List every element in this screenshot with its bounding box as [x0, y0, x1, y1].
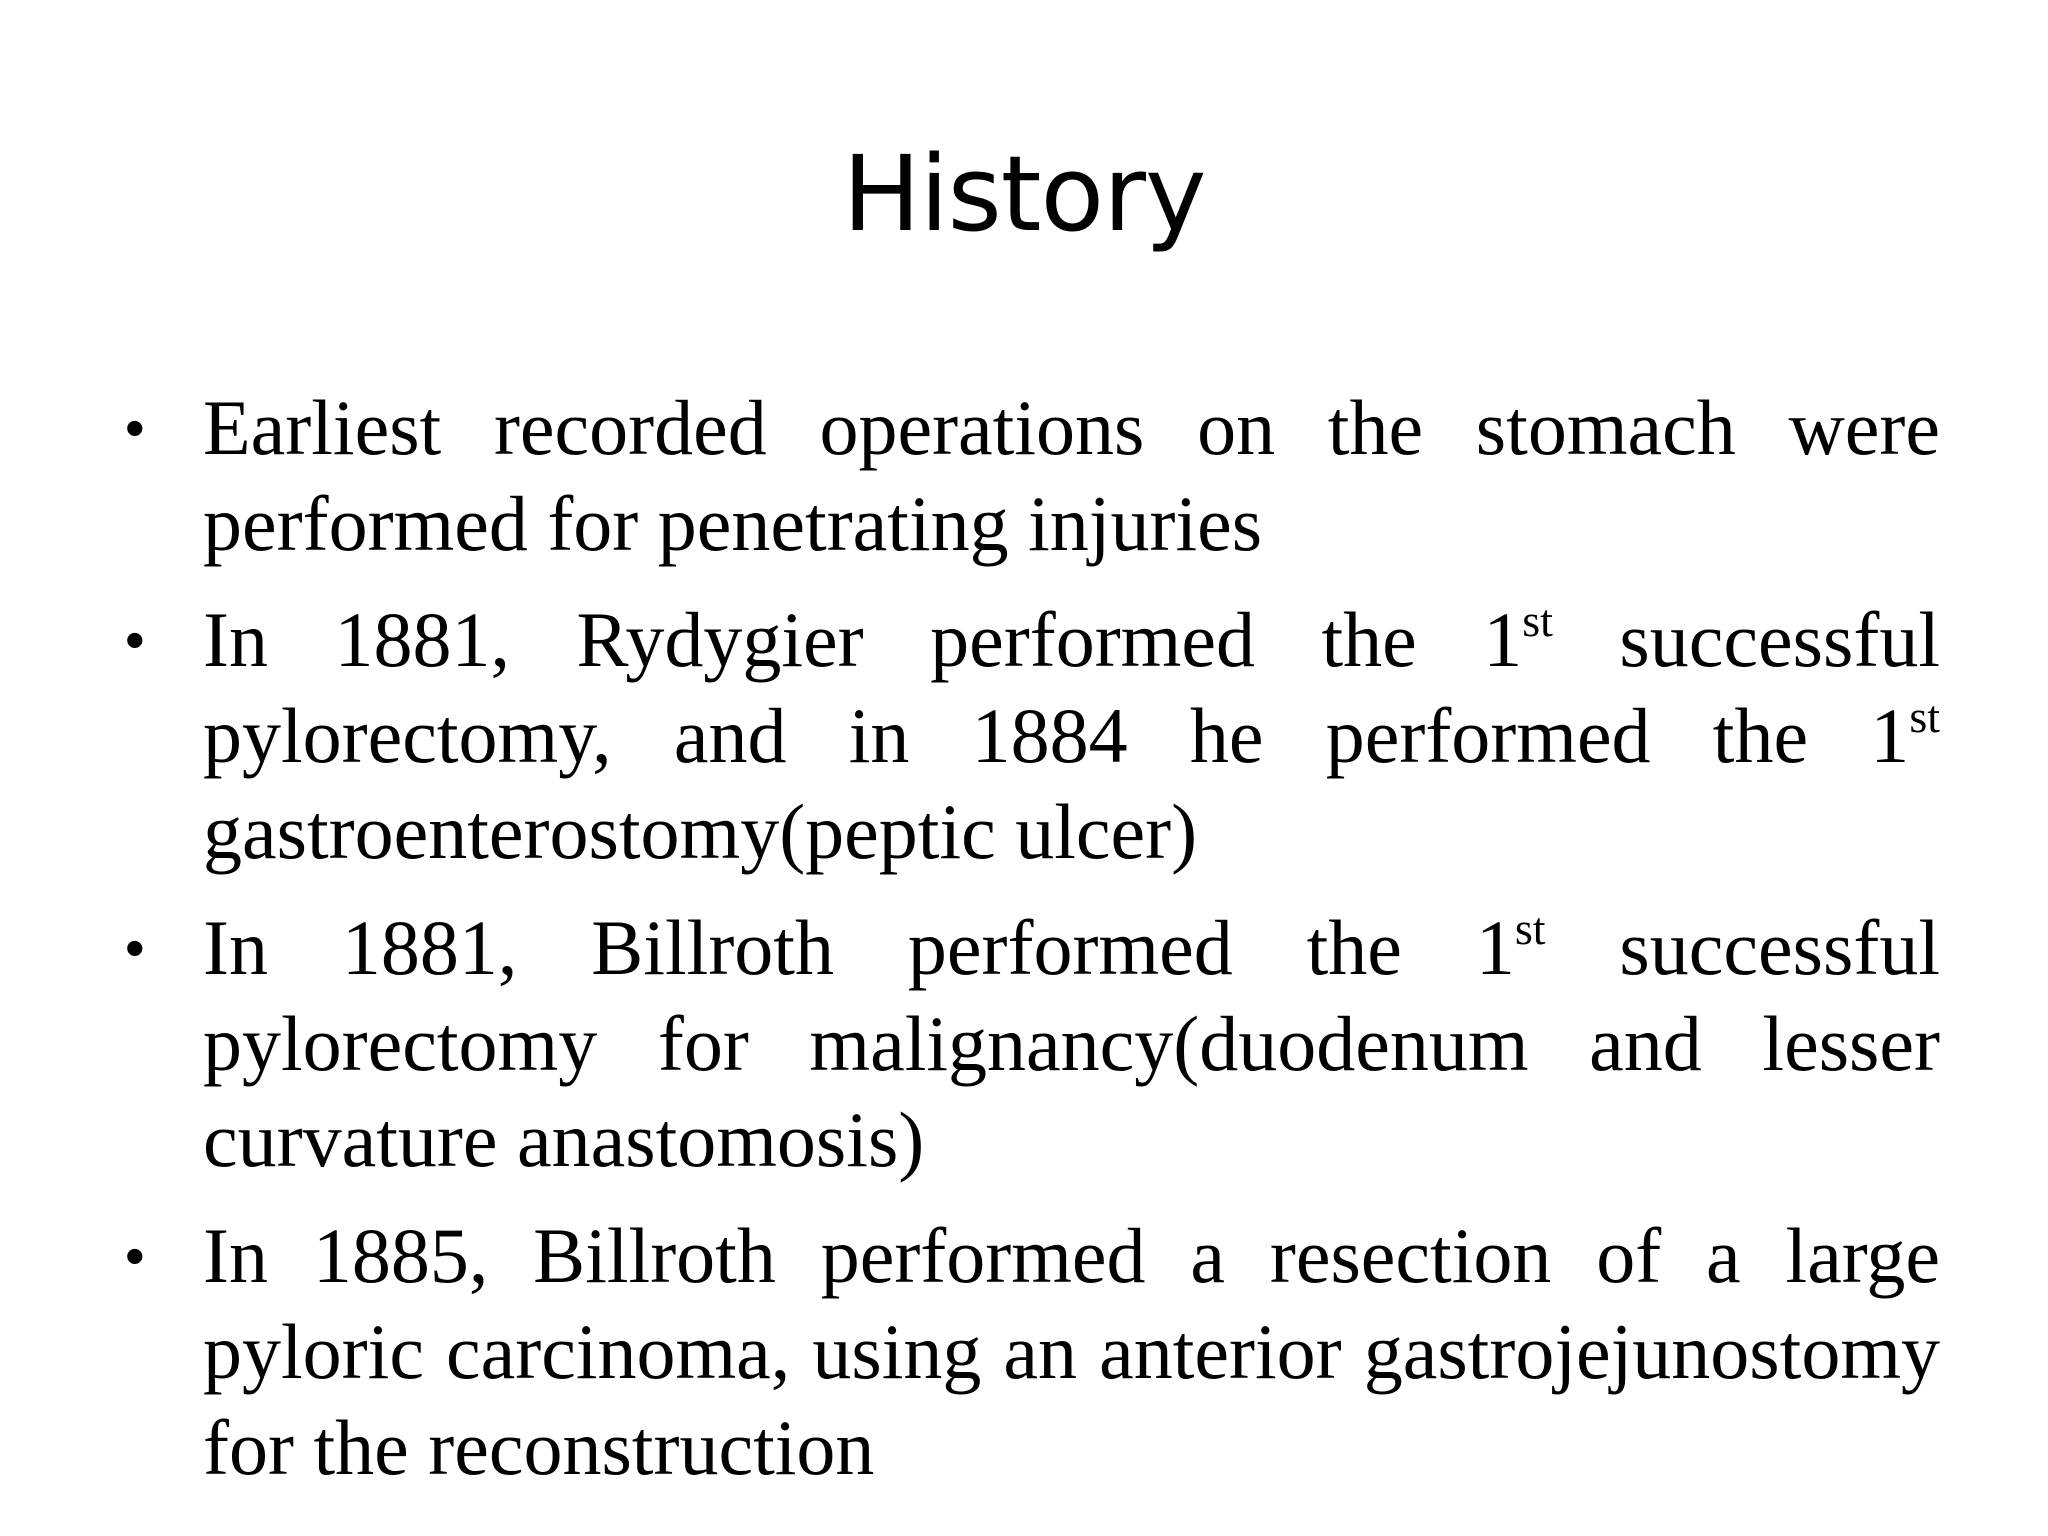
ordinal-superscript: st: [1514, 903, 1546, 954]
bullet-text: successful pylorectomy for malignancy(duodenum and lesser curvature anastomosis): [203, 904, 1940, 1183]
bullet-text: In 1885, Billroth performed a resection of a large pyloric carcinoma, using an anterior gastrojejunostomy for the reconstruction: [203, 1212, 1940, 1491]
ordinal-superscript: st: [1522, 595, 1553, 646]
bullet-dot-icon: •: [125, 1224, 145, 1287]
bullet-text: In 1881, Billroth performed the 1: [203, 904, 1515, 991]
slide-title: History: [842, 133, 1206, 255]
bullet-text: Earliest recorded operations on the stomach were performed for penetrating injuries: [203, 384, 1940, 567]
bullet-dot-icon: •: [125, 396, 145, 459]
bullet-text: gastroenterostomy(peptic ulcer): [203, 788, 1198, 875]
bullet-text: successful pylorectomy, and in 1884 he performed the 1: [203, 596, 1940, 779]
bullet-item-4: [125, 1208, 1940, 1496]
bullet-dot-icon: •: [125, 608, 145, 671]
ordinal-superscript: st: [1909, 691, 1940, 742]
bullet-item-1: [125, 380, 1940, 572]
bullet-text: In 1881, Rydygier performed the 1: [203, 596, 1523, 683]
bullet-list: [125, 380, 1940, 1516]
bullet-dot-icon: •: [125, 916, 145, 979]
bullet-item-2: [125, 592, 1940, 880]
bullet-item-3: [125, 900, 1940, 1188]
